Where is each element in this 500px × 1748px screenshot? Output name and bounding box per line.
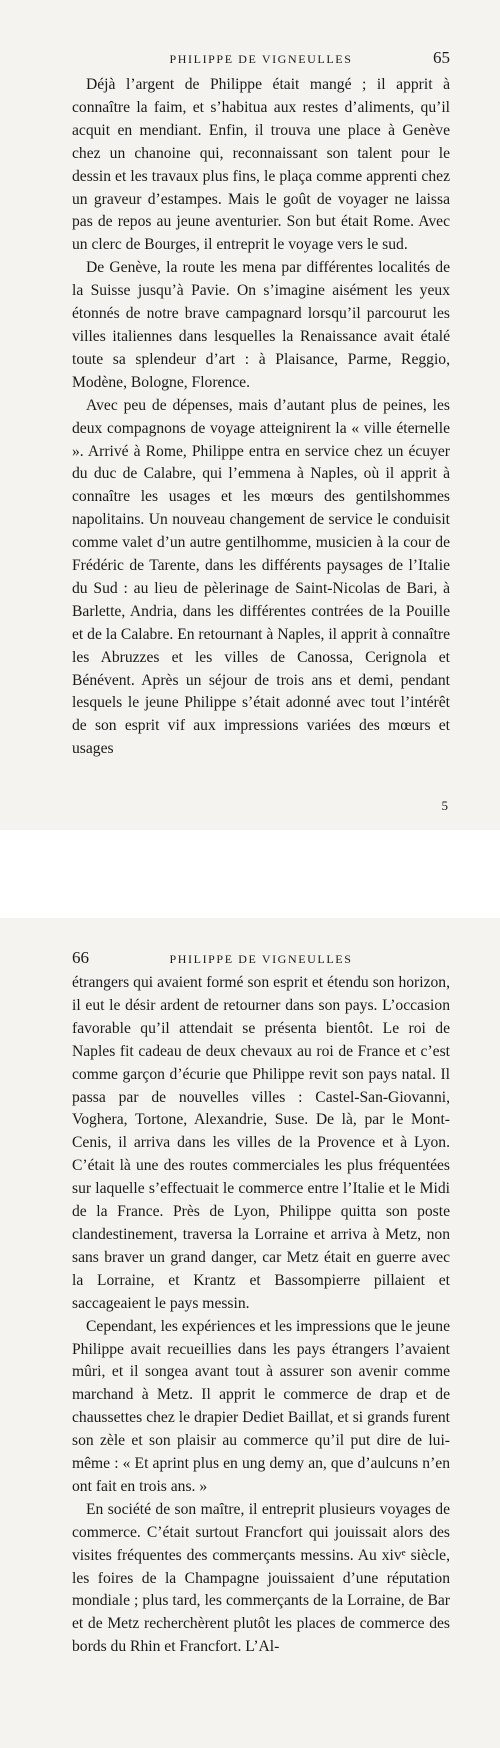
paragraph: En société de son maître, il entreprit plusieurs voyages de commerce. C’était surtout Francfort qui jouissait alors des visites fréquentes des commerçants messins. Au xivᵉ siècle, les foires de la Champagne jouissaient d’une réputation mondiale ; plus tard, les commerçants de la Lorraine, de Bar et de Metz recherchèrent plutôt les places de commerce des bords du Rhin et Francfort. L’Al- xyxy=(72,1500,450,1656)
body-text xyxy=(72,972,450,1659)
page-gap xyxy=(0,830,500,918)
page-number: 66 xyxy=(72,948,89,967)
running-title: PHILIPPE DE VIGNEULLES xyxy=(169,52,353,66)
page-number: 65 xyxy=(433,48,450,67)
paragraph-continuation: étrangers qui avaient formé son esprit et étendu son horizon, il eut le désir ardent de retourner dans son pays. L’occasion favorable qu’il attendait se présenta bientôt. Le roi de Naples fit cadeau de deux chevaux au roi de France et c’est comme garçon d’écurie que Philippe revit son pays natal. Il passa par de nouvelles villes : Castel-San-Giovanni, Voghera, Tortone, Alexandrie, Suse. De là, par le Mont-Cenis, il arriva dans les villes de la Provence et à Lyon. C’était là une des routes commerciales les plus fréquentées sur laquelle s’effectuait le commerce entre l’Italie et le Midi de la France. Près de Lyon, Philippe quitta son poste clandestinement, traversa la Lorraine et arriva à Metz, non sans braver un grand danger, car Metz était en guerre avec la Lorraine, et Krantz et Bassompierre pillaient et saccageaient le pays messin. xyxy=(72,974,450,1312)
paragraph: De Genève, la route les mena par différentes localités de la Suisse jusqu’à Pavie. On s’imagine aisément les yeux étonnés de notre brave campagnard lorsqu’il parcourut les villes italiennes dans lesquelles la Renaissance avait étalé toute sa splendeur d’art : à Plaisance, Parme, Reggio, Modène, Bologne, Florence. xyxy=(72,259,450,391)
running-head xyxy=(72,950,450,970)
running-head xyxy=(72,50,450,70)
paragraph: Déjà l’argent de Philippe était mangé ; il apprit à connaître la faim, et s’habitua aux restes d’aliments, qu’il acquit en mendiant. Enfin, il trouva une place à Genève chez un chanoine qui, reconnaissant son talent pour le dessin et les travaux plus fins, le plaça comme apprenti chez un graveur d’estampes. Mais le goût de voyager ne laissa pas de repos au jeune aventurier. Son but était Rome. Avec un clerc de Bourges, il entreprit le voyage vers le sud. xyxy=(72,76,450,254)
paragraph: Cependant, les expériences et les impressions que le jeune Philippe avait recueillies dans les pays étrangers l’avaient mûri, et il songea avant tout à assurer son avenir comme marchand à Metz. Il apprit le commerce de drap et de chaussettes chez le drapier Dediet Baillat, et si grands furent son zèle et son plaisir au commerce qu’il put dire de lui-même : « Et aprint plus en ung demy an, que d’aulcuns n’en ont fait en trois ans. » xyxy=(72,1317,450,1495)
page-66 xyxy=(0,918,500,1748)
page-65 xyxy=(0,0,500,830)
running-title: PHILIPPE DE VIGNEULLES xyxy=(169,952,353,966)
signature-mark: 5 xyxy=(441,798,448,813)
body-text xyxy=(72,74,450,761)
paragraph: Avec peu de dépenses, mais d’autant plus de peines, les deux compagnons de voyage atteignirent la « ville éternelle ». Arrivé à Rome, Philippe entra en service chez un écuyer du duc de Calabre, qui l’emmena à Naples, où il apprit à connaître les usages et les mœurs des gentilshommes napolitains. Un nouveau changement de service le conduisit comme valet d’un autre gentilhomme, musicien à la cour de Frédéric de Tarente, dans les différents paysages de l’Italie du Sud : au lieu de pèlerinage de Saint-Nicolas de Bari, à Barlette, Andria, dans les différentes contrées de la Pouille et de la Calabre. En retournant à Naples, il apprit à connaître les Abruzzes et les villes de Canossa, Cerignola et Bénévent. Après un séjour de trois ans et demi, pendant lesquels le jeune Philippe s’était adonné avec tout l’intérêt de son esprit vif aux impressions variées des mœurs et usages xyxy=(72,396,450,758)
